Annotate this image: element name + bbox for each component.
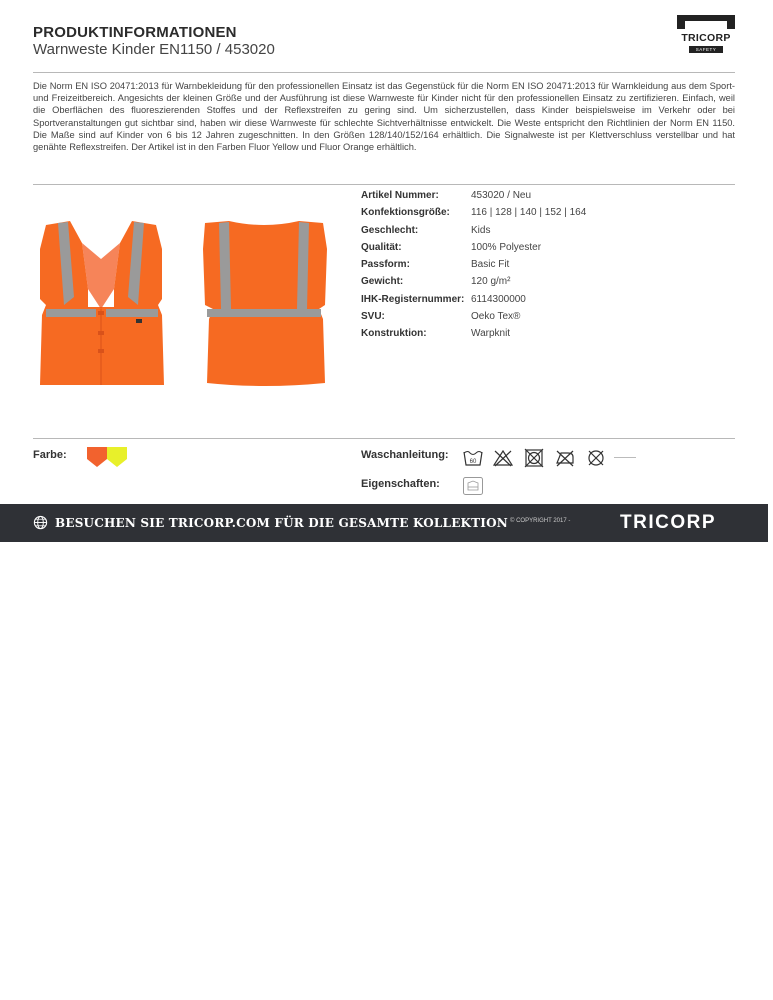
spec-value: Warpknit xyxy=(471,328,511,340)
spec-label: IHK-Registernummer: xyxy=(361,293,465,305)
spec-value: Kids xyxy=(471,224,491,236)
spec-value: 100% Polyester xyxy=(471,241,542,253)
spec-label: Qualität: xyxy=(361,241,402,253)
spec-label: Gewicht: xyxy=(361,276,404,288)
divider xyxy=(33,184,735,185)
tricorp-safety-logo xyxy=(677,15,735,61)
no-bleach-icon xyxy=(492,448,514,468)
color-label: Farbe: xyxy=(33,449,67,461)
spec-value: Oeko Tex® xyxy=(471,311,521,323)
footer-banner xyxy=(0,504,768,542)
logo-tagline: SAFETY xyxy=(689,46,723,53)
spec-label: Artikel Nummer: xyxy=(361,190,439,201)
footer-brand-logo: TRICORP xyxy=(620,512,716,533)
wash-60-icon xyxy=(462,448,484,468)
spec-value: 453020 / Neu xyxy=(471,190,532,201)
vest-back-image xyxy=(199,219,329,389)
no-tumble-dry-icon xyxy=(523,448,545,468)
spec-label: Konfektionsgröße: xyxy=(361,207,450,219)
spec-label: Passform: xyxy=(361,259,410,271)
no-iron-icon xyxy=(554,448,576,468)
properties-label: Eigenschaften: xyxy=(361,478,440,490)
spec-value: 120 g/m² xyxy=(471,276,511,288)
globe-icon xyxy=(33,515,48,530)
spec-label: Geschlecht: xyxy=(361,224,419,236)
page-title: PRODUKTINFORMATIONEN xyxy=(33,24,237,41)
color-swatch-yellow[interactable] xyxy=(107,447,127,467)
vest-front-image xyxy=(36,219,166,389)
divider xyxy=(33,438,735,439)
wash-temp: 60 xyxy=(469,459,477,465)
spec-label: Konstruktion: xyxy=(361,328,427,340)
divider xyxy=(33,72,735,73)
copyright-text: © COPYRIGHT 2017 - xyxy=(510,518,571,524)
product-description: Die Norm EN ISO 20471:2013 für Warnbekleidung für den professionellen Einsatz ist das Gegenstück für die Norm EN ISO 20471:2013 für Warnkleidung aus dem Sport- und Freizeitbereich. Angesichts der kleinen Größe und der Ausführung ist diese Warnweste für Kinder nicht für den professionellen Einsatz zu zertifizieren. Einfach, weil die Oberflächen des fluoreszierenden Stoffes und der Reflexstreifen zu gering sind. Um sicherzustellen, dass Kinder beispielsweise im Verkehr oder bei Sportveranstaltungen gut sichtbar sind, haben wir diese Warnweste für schlechte Sichtverhältnisse entwickelt. Die Weste entspricht den Richtlinien der Norm EN 1150. Die Maße sind auf Kinder von 6 bis 12 Jahren zugeschnitten. In den Größen 128/140/152/164 erhältlich. Die Signalweste ist per Klettverschluss verstellbar und hat genähte Reflexstreifen. Der Artikel ist in den Farben Fluor Yellow und Fluor Orange erhältlich. xyxy=(33,81,735,153)
visit-website-link[interactable]: BESUCHEN SIE TRICORP.COM FÜR DIE GESAMTE KOLLEKTION xyxy=(55,516,508,530)
product-subtitle: Warnweste Kinder EN1150 / 453020 xyxy=(33,41,275,58)
spec-value: 6114300000 xyxy=(471,293,526,305)
spec-value: Basic Fit xyxy=(471,259,510,271)
no-dry-clean-icon xyxy=(585,448,607,468)
spec-label: SVU: xyxy=(361,311,385,323)
logo-brand: TRICORP xyxy=(681,32,731,44)
color-swatch-orange[interactable] xyxy=(87,447,107,467)
reflective-property-icon xyxy=(462,476,484,496)
spec-value: 116 | 128 | 140 | 152 | 164 xyxy=(471,207,587,219)
care-note-mark xyxy=(614,456,636,459)
wash-instructions-label: Waschanleitung: xyxy=(361,449,449,461)
